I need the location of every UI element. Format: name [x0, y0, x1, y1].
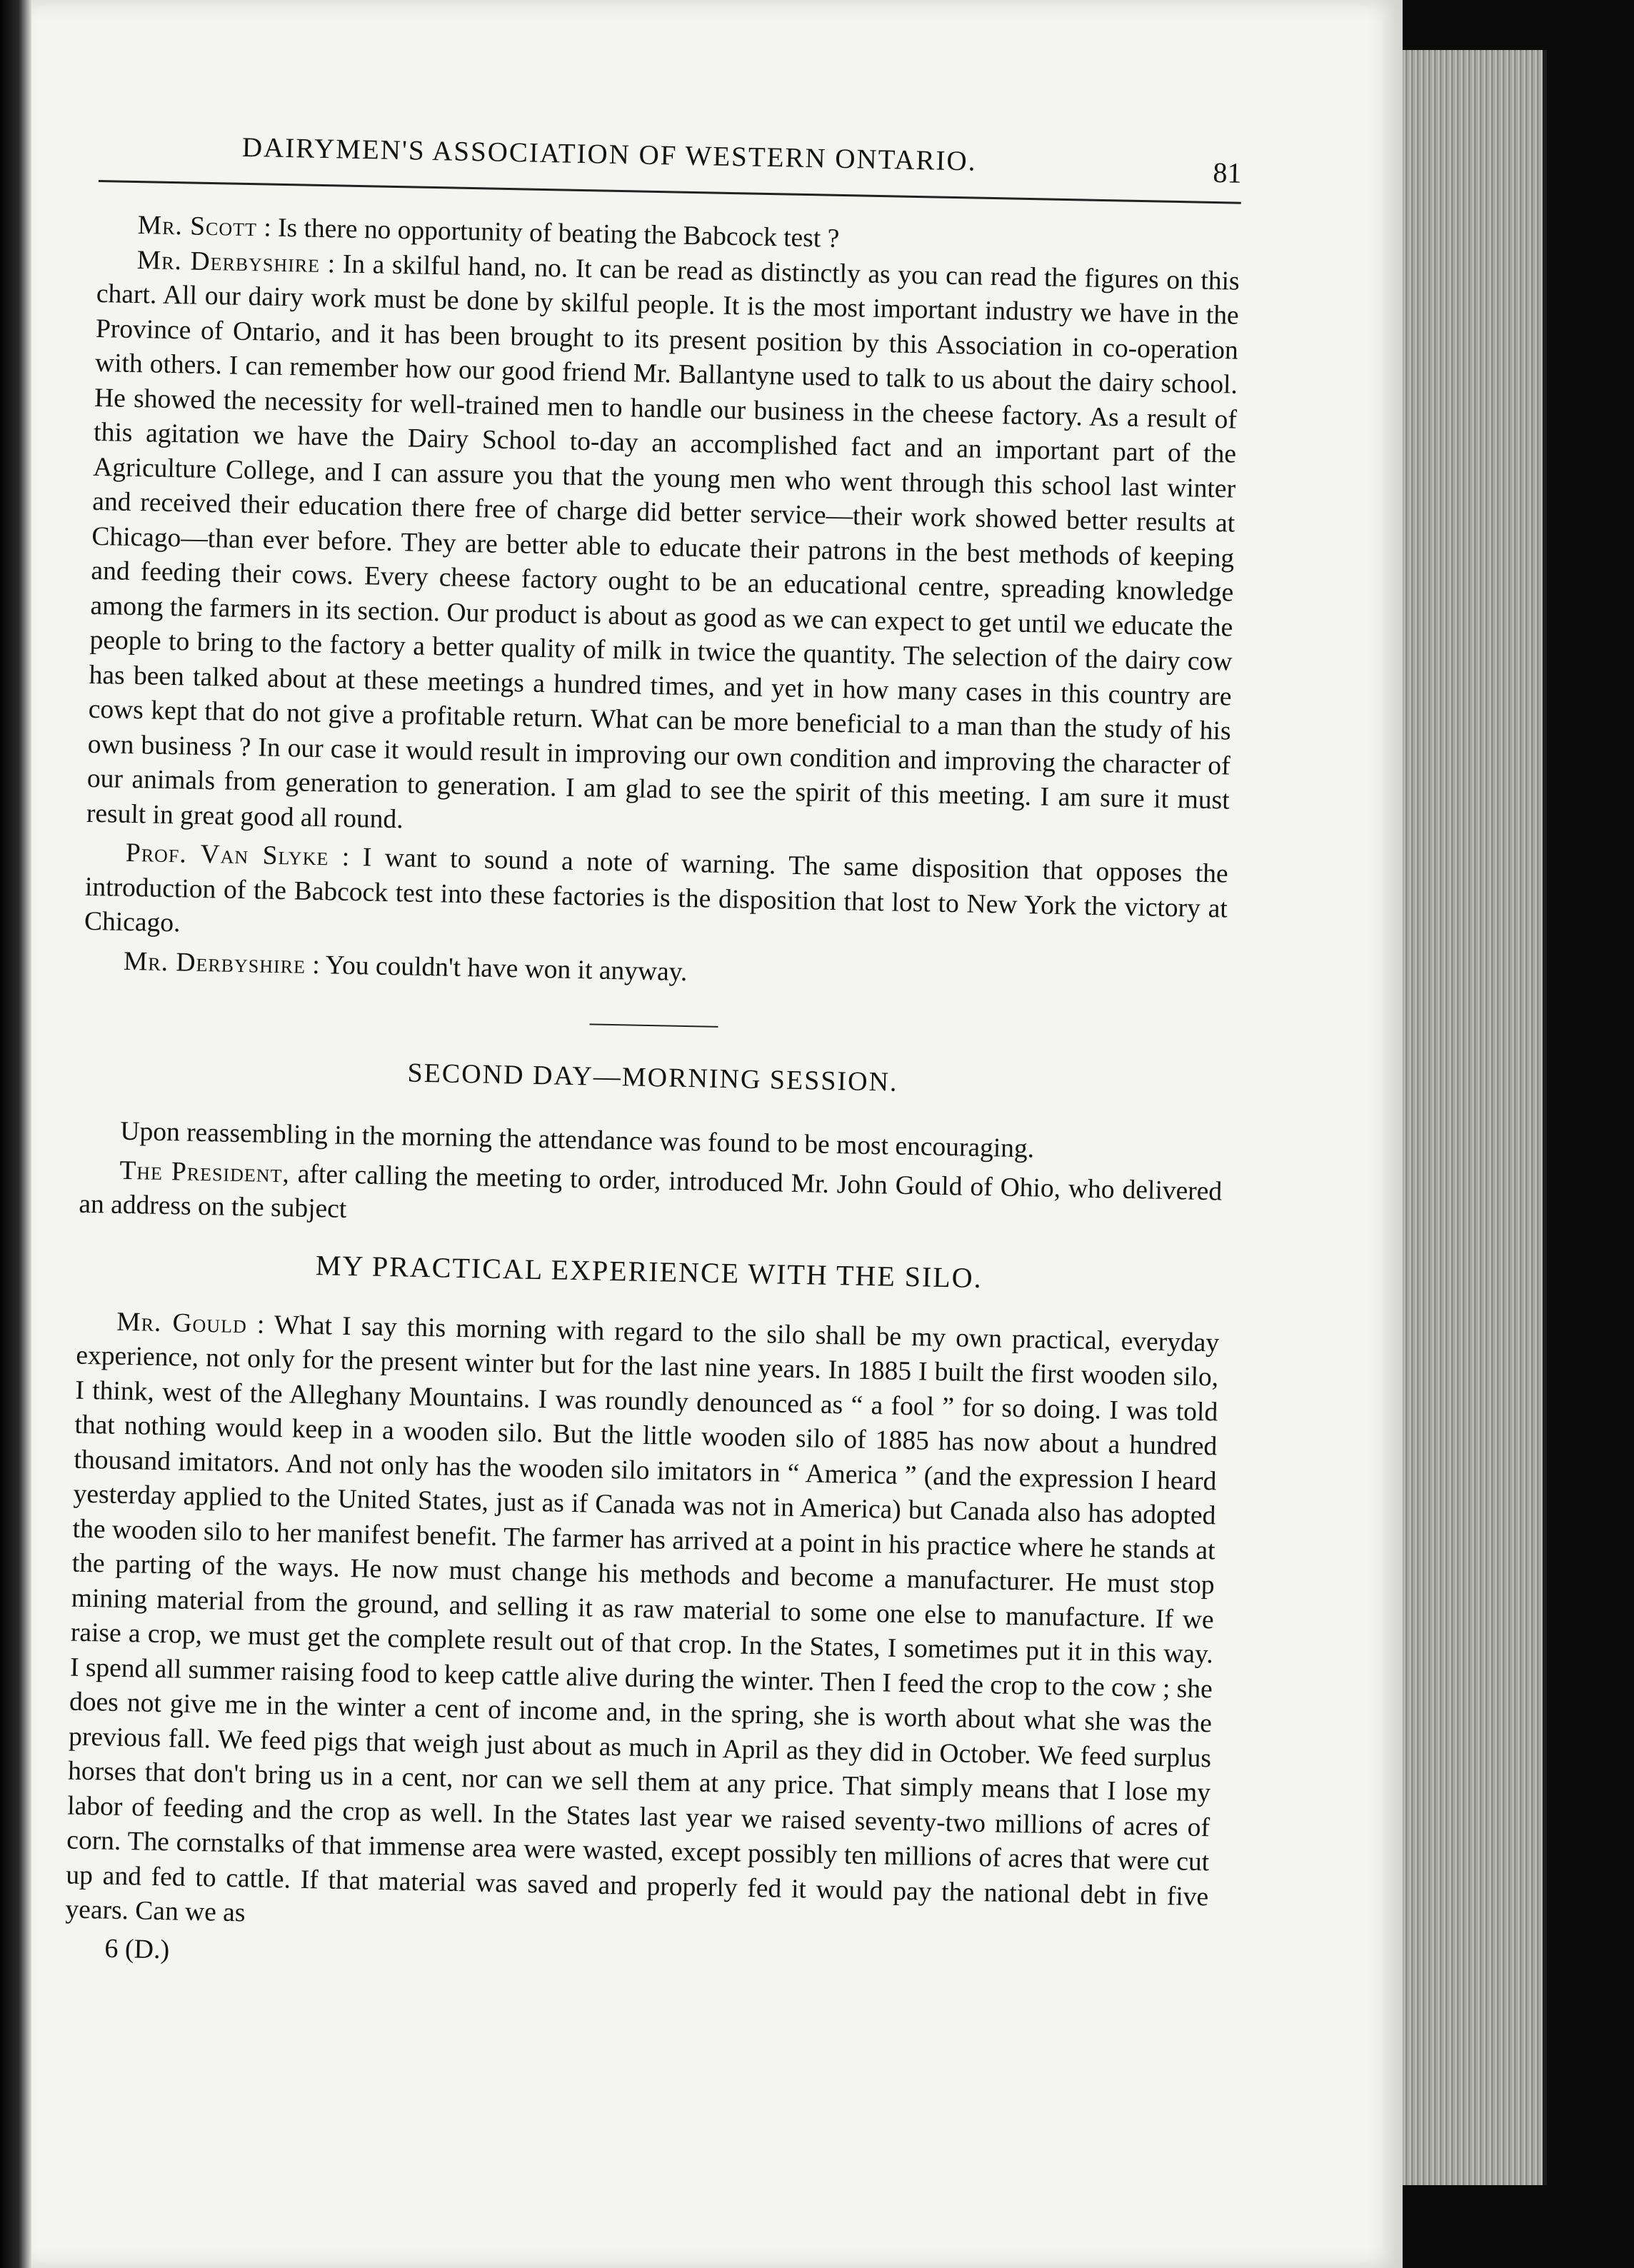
discussion-paragraph-4: Mr. Derbyshire : You couldn't have won it anyway.	[123, 946, 688, 987]
president-label: The President,	[119, 1155, 291, 1188]
speech-text: Is there no opportunity of beating the Babcock test ?	[277, 213, 840, 254]
scan-edge	[0, 0, 31, 2268]
section-divider	[589, 1023, 718, 1027]
book-page	[31, 0, 1403, 2268]
address-heading: MY PRACTICAL EXPERIENCE WITH THE SILO.	[315, 1248, 983, 1294]
address-text: What I say this morning with regard to the silo shall be my own practical, everyday experience, not only for the present winter but for the last nine years. In 1885 I built the first wooden silo, I think, west of the Alleghany Mountains. I was roundly denounced as “ a fool ” for so doing. I was told that nothing would keep in a wooden silo. But the little wooden silo of 1885 has now about a hundred thousand imitators. And not only has the wooden silo imitators in “ America ” (and the expression I heard yesterday applied to the United States, just as if Canada was not in America) but Canada also has adopted the wooden silo to her manifest benefit. The farmer has arrived at a point in his practice where he stands at the parting of the ways. He now must change his methods and become a manufacturer. He must stop mining material from the ground, and selling it as raw material to some one else to manufacture. If we raise a crop, we must get the complete result out of that crop. In the States, I sometimes put it in this way. I spend all summer raising food to keep cattle alive during the winter. Then I feed the crop to the cow ; she does not give me in the winter a cent of income and, in the spring, she is worth about what she was the previous fall. We feed pigs that weigh just about as much in April as they did in October. We feed surplus horses that don't bring us in a cent, nor can we sell them at any price. That simply means that I lose my labor of feeding and the crop as well. In the States last year we raised seventy-two millions of acres of corn. The cornstalks of that immense area were wasted, except possibly ten millions of acres that were cut up and fed to cattle. If that material was saved and properly fed it would pay the national debt in five years. Can we as	[65, 1310, 1220, 1928]
speech-text: In a skilful hand, no. It can be read as distinctly as you can read the figures on this chart. All our dairy work must be done by skilful people. It is the most important industry we have in the Province of Ontario, and it has been brought to its present position by this Association in co-operation with others. I can remember how our good friend Mr. Ballantyne used to talk to us about the dairy school. He showed the necessity for well-trained men to handle our business in the cheese factory. As a result of this agitation we have the Dairy School to-day an accomplished fact and an important part of the Agriculture College, and I can assure you that the young men who went through this school last winter and received their education there free of charge did better service—their work showed better results at Chicago—than ever before. They are better able to educate their patrons in the best methods of keeping and feeding their cows. Every cheese factory ought to be an educational centre, spreading knowledge among the farmers in its section. Our product is about as good as we can expect to get until we educate the people to bring to the factory a better quality of milk in twice the quantity. The selection of the dairy cow has been talked about at these meetings a hundred times, and yet in how many cases in this country are cows kept that do not give a profitable return. What can be more beneficial to a man than the study of his own business ? In our case it would result in improving our own condition and improving the character of our animals from generation to generation. I am glad to see the spirit of this meeting. I am sure it must result in great good all round.	[86, 249, 1240, 834]
running-head	[99, 107, 1242, 189]
speaker-name: Mr. Derbyshire	[136, 245, 321, 279]
speaker-name: Mr. Gould	[116, 1307, 248, 1339]
speaker-name: Prof. Van Slyke	[125, 838, 329, 872]
address-paragraph: Mr. Gould : What I say this morning with regard to the silo shall be my own practical, everyday experience, not only for the present winter but for the last nine years. In 1885 I built the first wooden silo, I think, west of the Alleghany Mountains. I was roundly denounced as “ a fool ” for so doing. I was told that nothing would keep in a wooden silo. But the little wooden silo of 1885 has now about a hundred thousand imitators. And not only has the wooden silo imitators in “ America ” (and the expression I heard yesterday applied to the United States, just as if Canada was not in America) but Canada also has adopted the wooden silo to her manifest benefit. The farmer has arrived at a point in his practice where he stands at the parting of the ways. He now must change his methods and become a manufacturer. He must stop mining material from the ground, and selling it as raw material to some one else to manufacture. If we raise a crop, we must get the complete result out of that crop. In the States, I sometimes put it in this way. I spend all summer raising food to keep cattle alive during the winter. Then I feed the crop to the cow ; she does not give me in the winter a cent of income and, in the spring, she is worth about what she was the previous fall. We feed pigs that weigh just about as much in April as they did in October. We feed surplus horses that don't bring us in a cent, nor can we sell them at any price. That simply means that I lose my labor of feeding and the crop as well. In the States last year we raised seventy-two millions of acres of corn. The cornstalks of that immense area were wasted, except possibly ten millions of acres that were cut up and fed to cattle. If that material was saved and properly fed it would pay the national debt in five years. Can we as	[65, 1307, 1220, 1928]
speaker-name: Mr. Derbyshire	[123, 946, 306, 980]
discussion-paragraph-1: Mr. Scott : Is there no opportunity of beating the Babcock test ?	[137, 211, 840, 254]
header-rule	[99, 180, 1241, 204]
speech-text: I want to sound a note of warning. The same disposition that opposes the introduction of the Babcock test into these factories is the disposition that lost to New York the victory at Chicago.	[84, 843, 1229, 938]
speech-text: You couldn't have won it anyway.	[325, 950, 688, 987]
session-paragraph-1: Upon reassembling in the morning the attendance was found to be most encouraging.	[120, 1116, 1035, 1164]
speaker-name: Mr. Scott	[137, 211, 258, 243]
discussion-paragraph-3: Prof. Van Slyke : I want to sound a note of warning. The same disposition that opposes the introduction of the Babcock test into these factories is the disposition that lost to New York the victory at Chicago.	[84, 838, 1229, 938]
session-paragraph-2-text: after calling the meeting to order, introduced Mr. John Gould of Ohio, who delivered an address on the subject	[79, 1159, 1223, 1224]
signature-mark: 6 (D.)	[104, 1933, 170, 1965]
page-content	[64, 107, 1243, 1985]
discussion-paragraph-2: Mr. Derbyshire : In a skilful hand, no. It can be read as distinctly as you can read the figures on this chart. All our dairy work must be done by skilful people. It is the most important industry we have in the Province of Ontario, and it has been brought to its present position by this Association in co-operation with others. I can remember how our good friend Mr. Ballantyne used to talk to us about the dairy school. He showed the necessity for well-trained men to handle our business in the cheese factory. As a result of this agitation we have the Dairy School to-day an accomplished fact and an important part of the Agriculture College, and I can assure you that the young men who went through this school last winter and received their education there free of charge did better service—their work showed better results at Chicago—than ever before. They are better able to educate their patrons in the best methods of keeping and feeding their cows. Every cheese factory ought to be an educational centre, spreading knowledge among the farmers in its section. Our product is about as good as we can expect to get until we educate the people to bring to the factory a better quality of milk in twice the quantity. The selection of the dairy cow has been talked about at these meetings a hundred times, and yet in how many cases in this country are cows kept that do not give a profitable return. What can be more beneficial to a man than the study of his own business ? In our case it would result in improving our own condition and improving the character of our animals from generation to generation. I am glad to see the spirit of this meeting. I am sure it must result in great good all round.	[86, 245, 1240, 834]
page-number: 81	[1213, 156, 1242, 189]
session-heading: SECOND DAY—MORNING SESSION.	[407, 1058, 898, 1098]
running-title: DAIRYMEN'S ASSOCIATION OF WESTERN ONTARIO.	[241, 131, 977, 177]
